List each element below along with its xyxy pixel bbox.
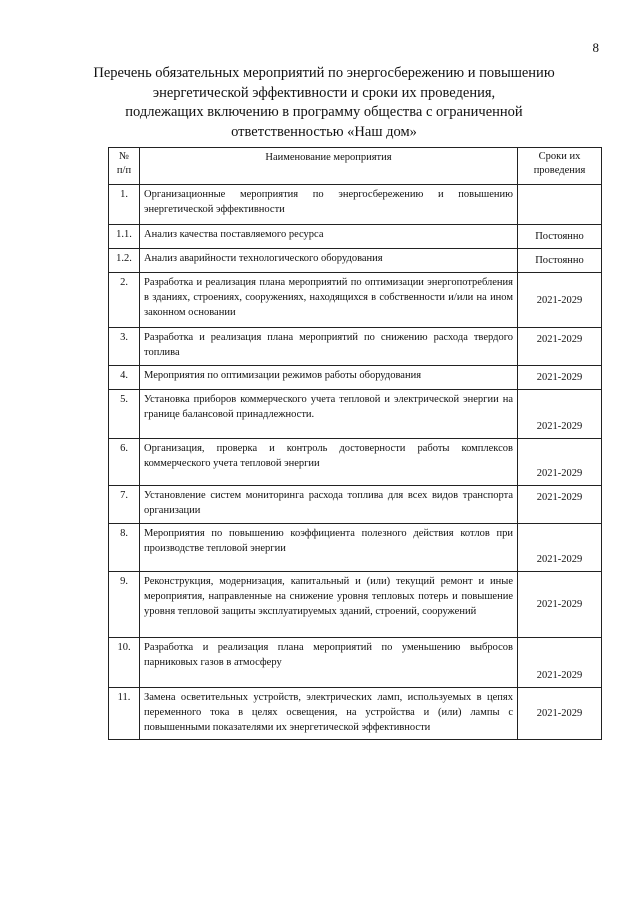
- row-term: Постоянно: [518, 249, 602, 273]
- row-number: 6.: [109, 439, 140, 486]
- row-name: Анализ аварийности технологического оборудования: [140, 249, 518, 273]
- row-name: Разработка и реализация плана мероприятий по снижению расхода твердого топлива: [140, 328, 518, 366]
- table-row: [109, 524, 602, 572]
- row-term: 2021-2029: [518, 572, 602, 638]
- row-term: 2021-2029: [518, 390, 602, 439]
- table-row: [109, 572, 602, 638]
- header-number-line: п/п: [116, 165, 132, 176]
- row-number: 4.: [109, 366, 140, 390]
- row-name: Установка приборов коммерческого учета тепловой и электрической энергии на границе балансовой принадлежности.: [140, 390, 518, 439]
- row-term: Постоянно: [518, 225, 602, 249]
- header-number: [109, 148, 140, 185]
- row-name: Реконструкция, модернизация, капитальный и (или) текущий ремонт и иные мероприятия, направленные на снижение уровня тепловых потерь и повышение уровня тепловой защиты эксплуатируемых зданий, строений, сооружений: [140, 572, 518, 638]
- row-term: 2021-2029: [518, 486, 602, 524]
- document-title: [70, 64, 578, 142]
- table-row: [109, 390, 602, 439]
- row-name: Разработка и реализация плана мероприятий по уменьшению выбросов парниковых газов в атмосферу: [140, 638, 518, 688]
- row-name: Анализ качества поставляемого ресурса: [140, 225, 518, 249]
- row-number: 5.: [109, 390, 140, 439]
- row-term: 2021-2029: [518, 366, 602, 390]
- header-term-line: Сроки их: [538, 151, 581, 162]
- row-number: 7.: [109, 486, 140, 524]
- row-name: Мероприятия по повышению коэффициента полезного действия котлов при производстве тепловой энергии: [140, 524, 518, 572]
- row-term: 2021-2029: [518, 439, 602, 486]
- row-name: Замена осветительных устройств, электрических ламп, используемых в цепях переменного тока в целях освещения, на устройства и (или) лампы с повышенными показателями их энергетической эффективности: [140, 688, 518, 740]
- header-term: [518, 148, 602, 185]
- title-line: ответственностью «Наш дом»: [231, 123, 417, 140]
- row-name: Организация, проверка и контроль достоверности работы комплексов коммерческого учета тепловой энергии: [140, 439, 518, 486]
- row-number: 8.: [109, 524, 140, 572]
- row-number: 1.1.: [109, 225, 140, 249]
- header-number-line: №: [118, 151, 130, 162]
- table-row: [109, 439, 602, 486]
- row-number: 3.: [109, 328, 140, 366]
- row-name: Организационные мероприятия по энергосбережению и повышению энергетической эффективности: [140, 185, 518, 225]
- row-number: 1.2.: [109, 249, 140, 273]
- row-number: 11.: [109, 688, 140, 740]
- header-term-line: проведения: [533, 165, 586, 176]
- table-row: [109, 249, 602, 273]
- table-row: [109, 328, 602, 366]
- page-number: 8: [592, 40, 599, 55]
- row-term: 2021-2029: [518, 273, 602, 328]
- row-name: Мероприятия по оптимизации режимов работы оборудования: [140, 366, 518, 390]
- title-line: Перечень обязательных мероприятий по энергосбережению и повышению: [93, 65, 555, 81]
- table-row: [109, 225, 602, 249]
- header-name: Наименование мероприятия: [140, 148, 518, 185]
- row-number: 10.: [109, 638, 140, 688]
- table-row: [109, 486, 602, 524]
- title-line: энергетической эффективности и сроки их проведения,: [152, 84, 496, 101]
- row-term: 2021-2029: [518, 328, 602, 366]
- title-line: подлежащих включению в программу общества с ограниченной: [125, 104, 523, 120]
- table-row: [109, 366, 602, 390]
- row-number: 9.: [109, 572, 140, 638]
- row-term: [518, 185, 602, 225]
- row-name: Установление систем мониторинга расхода топлива для всех видов транспорта организации: [140, 486, 518, 524]
- row-number: 1.: [109, 185, 140, 225]
- row-number: 2.: [109, 273, 140, 328]
- table-row: [109, 638, 602, 688]
- row-term: 2021-2029: [518, 688, 602, 740]
- row-term: 2021-2029: [518, 524, 602, 572]
- row-term: 2021-2029: [518, 638, 602, 688]
- row-name: Разработка и реализация плана мероприятий по оптимизации энергопотребления в зданиях, строениях, сооружениях, находящихся в собственности и/или на ином законном основании: [140, 273, 518, 328]
- table-row: [109, 273, 602, 328]
- table-header-row: [109, 148, 602, 185]
- table-row: [109, 185, 602, 225]
- table-row: [109, 688, 602, 740]
- measures-table: [108, 147, 602, 740]
